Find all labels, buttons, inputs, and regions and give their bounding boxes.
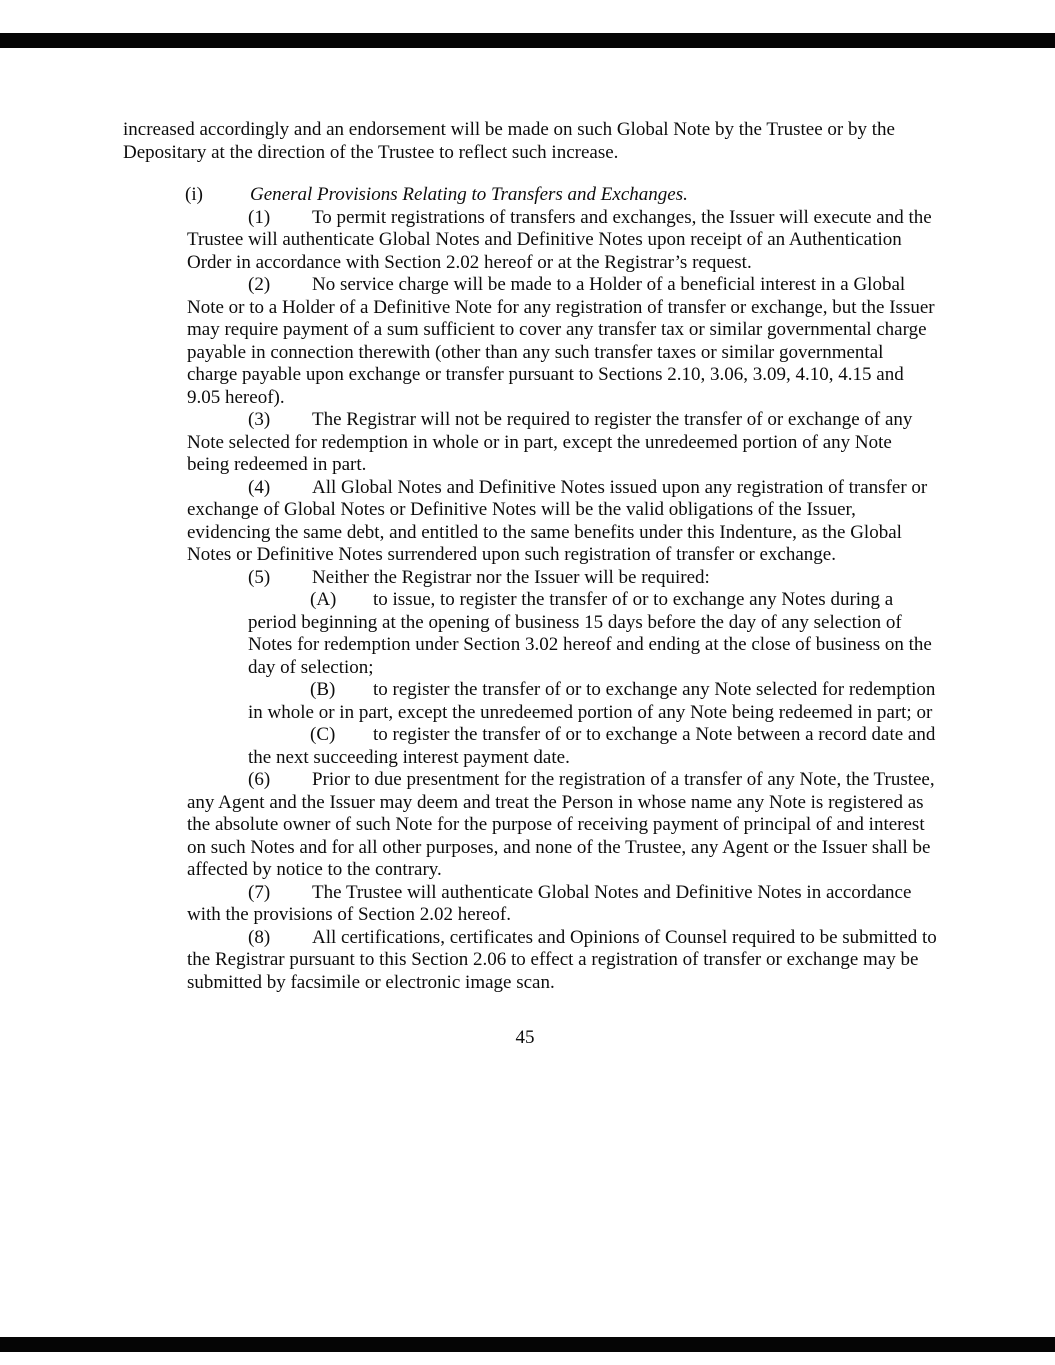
paragraph-text: The Registrar will not be required to register the transfer of or exchange of any Note selected for redemption in whole or in part, except the unredeemed portion of any Note being redeemed in part. xyxy=(187,409,913,475)
paragraph-2 xyxy=(123,274,937,409)
paragraph-text: to register the transfer of or to exchange a Note between a record date and the next succeeding interest payment date. xyxy=(248,724,936,768)
paragraph-label: (7) xyxy=(248,881,271,903)
paragraph-text: Neither the Registrar nor the Issuer will be required: xyxy=(312,566,710,588)
subparagraph-A xyxy=(123,589,937,679)
paragraph-5 xyxy=(123,567,937,590)
paragraph-label: (8) xyxy=(248,926,271,948)
paragraph-label: (4) xyxy=(248,476,271,498)
scan-artifact-bottom-bar xyxy=(0,1337,1055,1352)
intro-paragraph: increased accordingly and an endorsement will be made on such Global Note by the Trustee or by the Depositary at the direction of the Trustee to reflect such increase. xyxy=(123,119,895,163)
paragraph-6 xyxy=(123,769,937,882)
paragraph-text: to issue, to register the transfer of or to exchange any Notes during a period beginning at the opening of business 15 days before the day of any selection of Notes for redemption under Section 3.02 hereof and ending at the close of business on the day of selection; xyxy=(248,589,932,678)
paragraph-label: (1) xyxy=(248,206,271,228)
paragraph-text: All certifications, certificates and Opinions of Counsel required to be submitted to the Registrar pursuant to this Section 2.06 to effect a registration of transfer or exchange may be submitted by facsimile or electronic image scan. xyxy=(187,926,937,993)
paragraph-3 xyxy=(123,409,937,477)
paragraph-label: (5) xyxy=(248,566,271,588)
paragraph-label: (A) xyxy=(310,589,337,610)
paragraph-text: To permit registrations of transfers and exchanges, the Issuer will execute and the Trustee will authenticate Global Notes and Definitive Notes upon receipt of an Authentication Order in accordance with Section 2.02 hereof or at the Registrar’s request. xyxy=(187,206,932,273)
paragraph-label: (2) xyxy=(248,274,271,295)
paragraph-4 xyxy=(123,477,937,567)
paragraph-1 xyxy=(123,207,937,275)
scan-artifact-top-bar xyxy=(0,33,1055,48)
page-number: 45 xyxy=(515,1027,535,1048)
subparagraph-B xyxy=(123,679,937,724)
subparagraph-C xyxy=(123,724,937,769)
paragraph-label: (C) xyxy=(310,724,336,745)
paragraph-label: (3) xyxy=(248,409,271,430)
paragraph-text: to register the transfer of or to exchange any Note selected for redemption in whole or in part, except the unredeemed portion of any Note being redeemed in part; or xyxy=(248,679,936,723)
heading-title: General Provisions Relating to Transfers and Exchanges. xyxy=(250,184,688,205)
paragraph-text: The Trustee will authenticate Global Notes and Definitive Notes in accordance with the provisions of Section 2.02 hereof. xyxy=(187,881,912,925)
paragraph-7 xyxy=(123,882,937,927)
document-content xyxy=(123,119,937,1050)
paragraph-label: (B) xyxy=(310,679,336,700)
paragraph-label: (6) xyxy=(248,769,271,790)
paragraph-text: Prior to due presentment for the registration of a transfer of any Note, the Trustee, any Agent and the Issuer may deem and treat the Person in whose name any Note is registered as the absolute owner of such Note for the purpose of receiving payment of principal of and interest on such Notes and for all other purposes, and none of the Trustee, any Agent or the Issuer shall be affected by notice to the contrary. xyxy=(187,769,935,880)
heading-label: (i) xyxy=(185,184,203,205)
paragraph-8 xyxy=(123,927,937,995)
section-heading xyxy=(185,184,937,207)
paragraph-text: No service charge will be made to a Holder of a beneficial interest in a Global Note or to a Holder of a Definitive Note for any registration of transfer or exchange, but the Issuer may require payment of a sum sufficient to cover any transfer tax or similar governmental charge payable in connection therewith (other than any such transfer taxes or similar governmental charge payable upon exchange or transfer pursuant to Sections 2.10, 3.06, 3.09, 4.10, 4.15 and 9.05 hereof). xyxy=(187,274,935,408)
paragraph-text: All Global Notes and Definitive Notes issued upon any registration of transfer or exchange of Global Notes or Definitive Notes will be the valid obligations of the Issuer, evidencing the same debt, and entitled to the same benefits under this Indenture, as the Global Notes or Definitive Notes surrendered upon such registration of transfer or exchange. xyxy=(187,476,928,565)
